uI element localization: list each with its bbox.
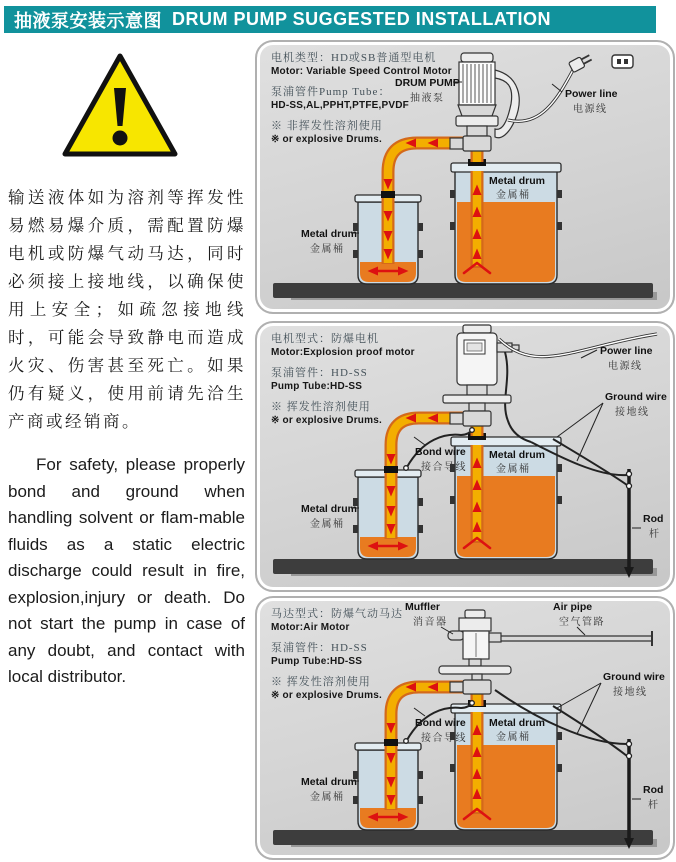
label-rod-en: Rod <box>643 513 664 525</box>
warning-triangle-icon <box>58 50 182 164</box>
label-bond-wire-en: Bond wire <box>415 446 466 458</box>
label-bond-wire-cn: 接合导线 <box>421 462 467 473</box>
ground <box>273 559 657 576</box>
panel-electric-motor-installation <box>255 40 675 314</box>
label-power-line-en: Power line <box>600 345 653 357</box>
label-rod-cn: 杆 <box>648 800 660 811</box>
spec-note-cn: ※ 挥发性溶剂使用 <box>271 676 371 688</box>
spec-tube-cn: 泵浦管件Pump Tube： <box>271 86 391 98</box>
spec-note-cn: ※ 挥发性溶剂使用 <box>271 401 371 413</box>
motor-head <box>459 618 491 631</box>
label-ground-wire-en: Ground wire <box>605 391 667 403</box>
ground <box>273 830 657 847</box>
spec-tube-cn: 泵浦管件：HD-SS <box>271 367 368 379</box>
label-ground-wire-cn: 接地线 <box>613 687 648 698</box>
outlet-nut <box>450 138 463 149</box>
label-bond-wire-cn: 接合导线 <box>421 733 467 744</box>
ground <box>273 283 657 300</box>
panel-air-motor-installation <box>255 596 675 860</box>
spec-motor-cn: 电机类型：HD或SB普通型电机 <box>271 52 437 64</box>
drum-pump-explosion-proof <box>443 325 531 442</box>
flange <box>439 666 511 674</box>
label-muffler-cn: 消音器 <box>413 617 448 628</box>
drum-pump-electric <box>450 53 519 162</box>
spec-motor-en: Motor:Explosion proof motor <box>271 347 415 358</box>
pump-handle <box>495 70 519 138</box>
air-inlet <box>489 633 501 642</box>
label-air-pipe-en: Air pipe <box>553 601 593 613</box>
spec-motor-cn: 马达型式：防爆气动马达 <box>271 608 403 620</box>
outlet-nut <box>450 413 463 424</box>
label-metal-drum-left-en: Metal drum <box>301 503 358 515</box>
label-air-pipe-cn: 空气管路 <box>559 617 605 628</box>
label-muffler-en: Muffler <box>405 601 440 613</box>
spec-note-en: ※ or explosive Drums. <box>271 134 382 145</box>
power-plug-icon <box>568 53 593 73</box>
label-rod-cn: 杆 <box>649 529 661 540</box>
label-metal-drum-right-cn: 金属桶 <box>496 732 531 743</box>
page-title-chinese: 抽液泵安装示意图 <box>14 10 162 31</box>
pump-tee <box>463 411 491 426</box>
spec-tube-en: Pump Tube:HD-SS <box>271 381 363 392</box>
spec-motor-en: Motor:Air Motor <box>271 622 350 633</box>
motor-cap <box>461 53 493 62</box>
panel-explosion-proof-installation <box>255 321 675 592</box>
label-bond-wire-en: Bond wire <box>415 717 466 729</box>
panel2-spec-text <box>271 332 415 428</box>
label-metal-drum-right-en: Metal drum <box>489 717 546 729</box>
spec-note-cn: ※ 非挥发性溶剂使用 <box>271 120 383 132</box>
panel3-spec-text <box>271 607 403 703</box>
spec-note-en: ※ or explosive Drums. <box>271 690 382 701</box>
label-metal-drum-left-cn: 金属桶 <box>310 519 345 530</box>
spec-motor-cn: 电机型式：防爆电机 <box>271 333 379 345</box>
chinese-safety-paragraph: 输送液体如为溶剂等挥发性易燃易爆介质，需配置防爆电机或防爆气动马达，同时必须接上接地线，以确保使用上安全；如疏忽接地线时，可能会导致静电而造成火灾、伤害甚至死亡。如果仍有疑义，使用前请先洽生产商或经销商。 <box>8 188 246 431</box>
label-ground-wire-cn: 接地线 <box>615 407 650 418</box>
motor-body <box>459 62 495 105</box>
label-metal-drum-left-en: Metal drum <box>301 228 358 240</box>
motor-cap <box>465 610 485 618</box>
spec-tube-cn: 泵浦管件：HD-SS <box>271 642 368 654</box>
label-rod-en: Rod <box>643 784 664 796</box>
label-ground-wire-en: Ground wire <box>603 671 665 683</box>
label-power-line-en: Power line <box>565 88 618 100</box>
pump-tee <box>463 136 491 151</box>
page-title <box>4 6 656 33</box>
label-power-line-cn: 电源线 <box>573 104 608 115</box>
label-drum-pump-cn: 抽液泵 <box>410 93 445 104</box>
page-title-english: DRUM PUMP SUGGESTED INSTALLATION <box>172 9 552 29</box>
pump-tee <box>463 680 491 694</box>
english-safety-paragraph: For safety, please properly bond and ground when handling solvent or flam-mable fluids as a static electric discharge could result in fire, explosion,injury or death. Do not start the pump in case of any doubt, and contact with local distributor. <box>8 455 245 686</box>
label-metal-drum-left-en: Metal drum <box>301 776 358 788</box>
socket-icon <box>612 55 633 68</box>
panel1-spec-text <box>271 51 452 147</box>
power-cord <box>508 53 633 122</box>
label-metal-drum-right-en: Metal drum <box>489 175 546 187</box>
spec-tube-en: HD-SS,AL,PPHT,PTFE,PVDF <box>271 100 409 111</box>
label-metal-drum-left-cn: 金属桶 <box>310 244 345 255</box>
label-power-line-cn: 电源线 <box>608 361 643 372</box>
spec-motor-en: Motor: Variable Speed Control Motor <box>271 66 452 77</box>
label-metal-drum-right-cn: 金属桶 <box>496 464 531 475</box>
label-metal-drum-right-en: Metal drum <box>489 449 546 461</box>
spec-tube-en: Pump Tube:HD-SS <box>271 656 363 667</box>
spec-note-en: ※ or explosive Drums. <box>271 415 382 426</box>
air-pipe <box>501 631 652 646</box>
label-drum-pump-en: DRUM PUMP <box>395 77 460 89</box>
motor-cap <box>463 325 491 333</box>
outlet-nut <box>450 682 463 692</box>
flange <box>443 395 511 403</box>
label-metal-drum-left-cn: 金属桶 <box>310 792 345 803</box>
label-metal-drum-right-cn: 金属桶 <box>496 190 531 201</box>
